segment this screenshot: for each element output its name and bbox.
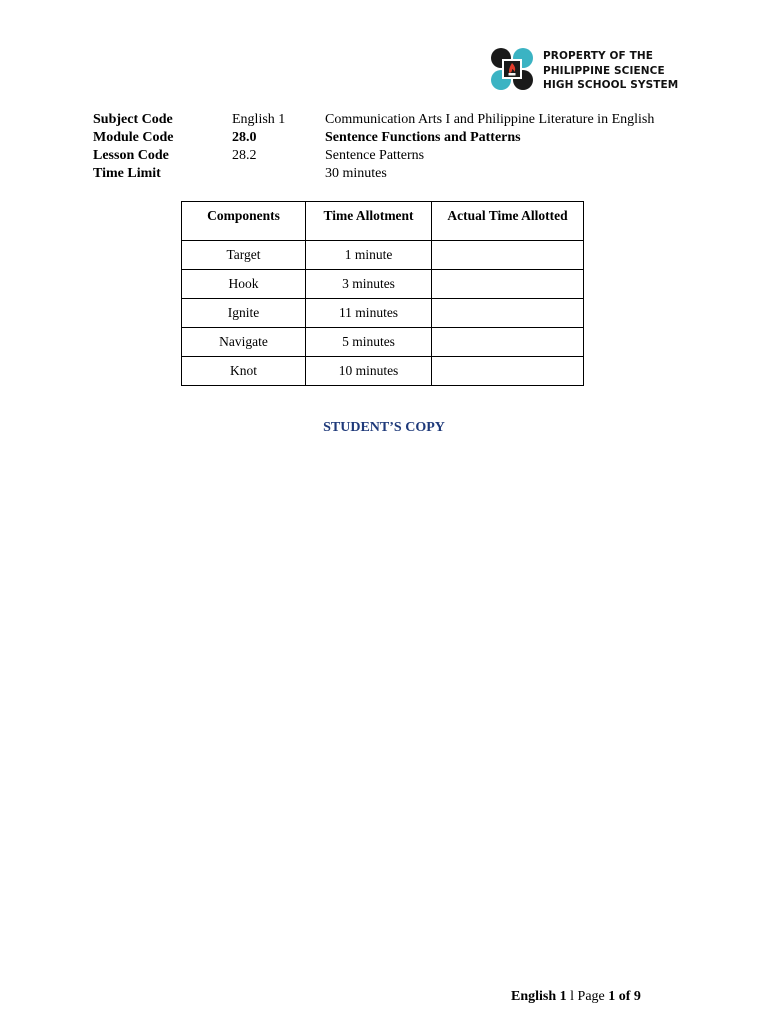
footer-subject: English 1 [511,989,567,1004]
lesson-code-label: Lesson Code [93,148,169,163]
time-allotment-table [181,201,584,386]
allotment-cell: 3 minutes [306,270,432,299]
page-footer [511,989,641,1005]
footer-of-text: of [615,989,634,1004]
header-time-allotment: Time Allotment [306,202,432,241]
actual-time-cell [432,270,584,299]
subject-code-label: Subject Code [93,112,173,127]
header-actual-time: Actual Time Allotted [432,202,584,241]
table-row [182,328,584,357]
actual-time-cell [432,299,584,328]
lesson-description: Sentence Patterns [325,148,425,163]
allotment-cell: 11 minutes [306,299,432,328]
time-limit-label: Time Limit [93,166,161,181]
allotment-cell: 1 minute [306,241,432,270]
footer-page-number: 1 [608,989,616,1004]
component-cell: Target [182,241,306,270]
module-code-value: 28.0 [232,130,257,145]
module-description: Sentence Functions and Patterns [325,130,521,145]
component-cell: Knot [182,357,306,386]
actual-time-cell [432,328,584,357]
lesson-code-value: 28.2 [232,148,257,163]
footer-page-total: 9 [633,989,641,1004]
subject-description: Communication Arts I and Philippine Literature in English [325,112,655,127]
table-header-row [182,202,584,241]
actual-time-cell [432,357,584,386]
pshs-logo [489,46,679,94]
logo-text [543,49,678,93]
allotment-cell: 5 minutes [306,328,432,357]
logo-line-2: PHILIPPINE SCIENCE [543,64,665,77]
table-row [182,299,584,328]
table-row [182,270,584,299]
allotment-cell: 10 minutes [306,357,432,386]
logo-line-3: HIGH SCHOOL SYSTEM [543,79,679,91]
table-row [182,241,584,270]
footer-page-text: l Page [566,989,609,1004]
module-code-label: Module Code [93,130,174,145]
component-cell: Ignite [182,299,306,328]
logo-line-1: PROPERTY OF THE [543,50,653,62]
students-copy-label: STUDENT’S COPY [323,420,445,435]
table-row [182,357,584,386]
component-cell: Hook [182,270,306,299]
header-components: Components [182,202,306,241]
subject-code-value: English 1 [232,112,286,127]
actual-time-cell [432,241,584,270]
component-cell: Navigate [182,328,306,357]
time-limit-value: 30 minutes [325,166,387,181]
pshs-emblem-icon [489,46,535,92]
